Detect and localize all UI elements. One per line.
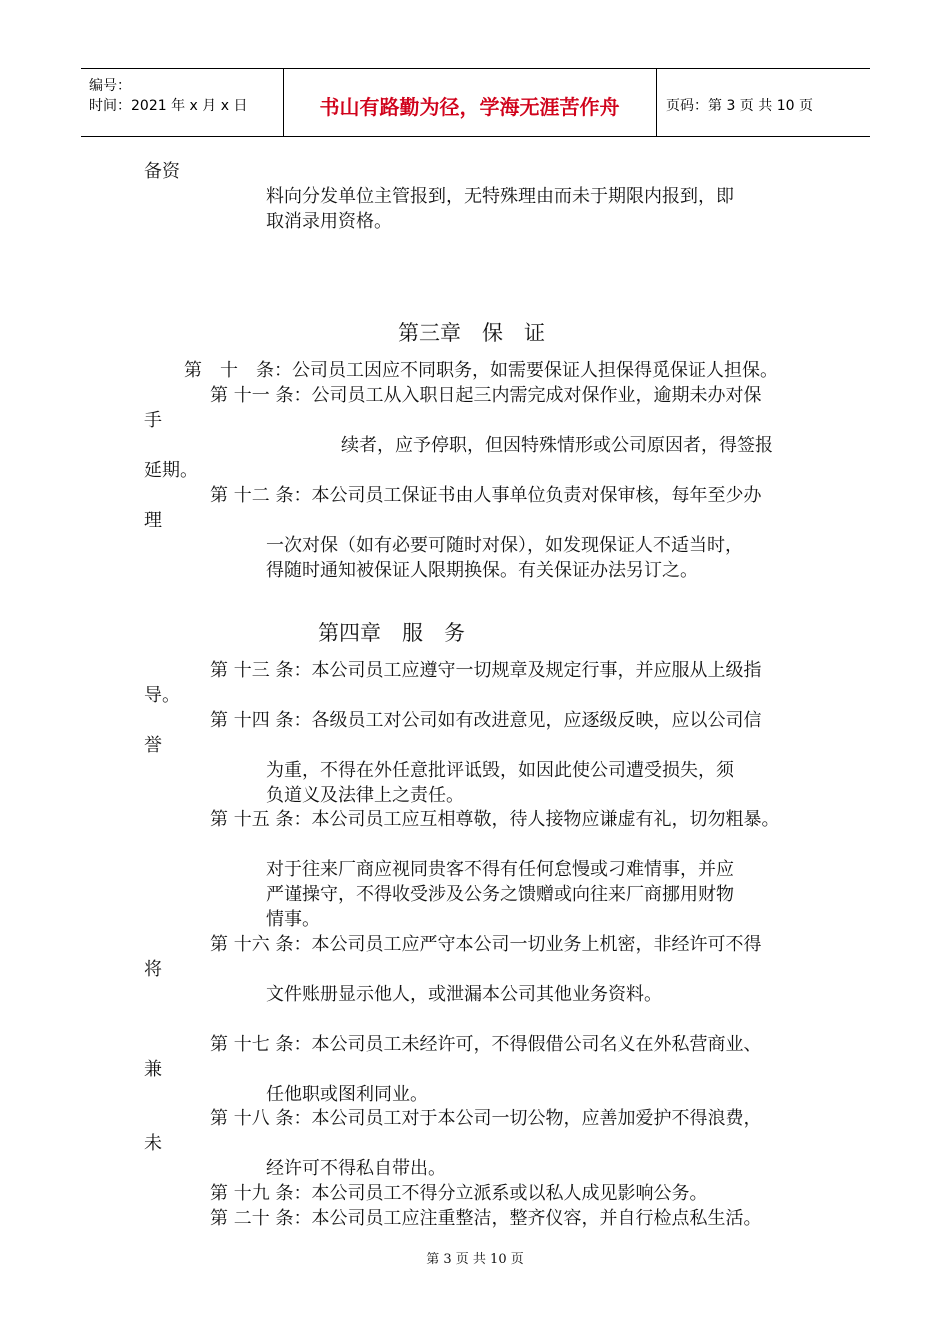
article-line: 第 十三 条：本公司员工应遵守一切规章及规定行事，并应服从上级指 — [210, 660, 762, 681]
article-line: 第 十六 条：本公司员工应严守本公司一切业务上机密，非经许可不得 — [210, 934, 762, 955]
body-line: 文件账册显示他人，或泄漏本公司其他业务资料。 — [266, 984, 662, 1005]
header-left-cell — [81, 69, 284, 136]
article-line: 第 十一 条：公司员工从入职日起三内需完成对保作业，逾期未办对保 — [210, 385, 762, 406]
body-line: 备资 — [144, 161, 180, 182]
body-line: 将 — [144, 959, 162, 980]
article-line: 第 十九 条：本公司员工不得分立派系或以私人成见影响公务。 — [210, 1183, 708, 1204]
article-line: 第 二十 条：本公司员工应注重整洁，整齐仪容，并自行检点私生活。 — [210, 1208, 762, 1229]
body-line: 兼 — [144, 1059, 162, 1080]
body-line: 手 — [144, 410, 162, 431]
article-line: 第 十 条：公司员工因应不同职务，如需要保证人担保得觅保证人担保。 — [184, 360, 778, 381]
article-line: 第 十二 条：本公司员工保证书由人事单位负责对保审核，每年至少办 — [210, 485, 762, 506]
article-line: 第 十五 条：本公司员工应互相尊敬，待人接物应谦虚有礼，切勿粗暴。 — [210, 809, 780, 830]
header-right-cell — [656, 69, 870, 136]
body-line: 料向分发单位主管报到，无特殊理由而未于期限内报到，即 — [266, 186, 734, 207]
body-line: 导。 — [144, 685, 180, 706]
body-line: 未 — [144, 1133, 162, 1154]
body-line: 严谨操守，不得收受涉及公务之馈赠或向往来厂商挪用财物 — [266, 884, 734, 905]
body-line: 经许可不得私自带出。 — [266, 1158, 446, 1179]
document-number-label: 编号： — [89, 78, 131, 94]
article-line: 第 十四 条：各级员工对公司如有改进意见，应逐级反映，应以公司信 — [210, 710, 762, 731]
body-line: 誉 — [144, 735, 162, 756]
body-line: 得随时通知被保证人限期换保。有关保证办法另订之。 — [266, 560, 698, 581]
chapter-heading: 第四章 服 务 — [318, 621, 465, 645]
body-line: 情事。 — [266, 909, 320, 930]
header-middle-cell — [283, 69, 657, 136]
header-page-info: 页码：第 3 页 共 10 页 — [666, 98, 813, 114]
article-line: 第 十七 条：本公司员工未经许可，不得假借公司名义在外私营商业、 — [210, 1034, 762, 1055]
document-date: 时间：2021 年 x 月 x 日 — [89, 98, 248, 114]
page-footer: 第 3 页 共 10 页 — [426, 1252, 524, 1267]
body-line: 延期。 — [144, 460, 198, 481]
body-line: 一次对保（如有必要可随时对保），如发现保证人不适当时， — [266, 535, 743, 556]
body-line: 理 — [144, 510, 162, 531]
chapter-heading: 第三章 保 证 — [398, 321, 545, 345]
header-slogan: 书山有路勤为径，学海无涯苦作舟 — [319, 95, 620, 119]
page-header — [81, 68, 870, 137]
body-line: 取消录用资格。 — [266, 211, 392, 232]
body-line: 对于往来厂商应视同贵客不得有任何怠慢或刁难情事，并应 — [266, 859, 734, 880]
body-line: 负道义及法律上之责任。 — [266, 785, 464, 806]
article-line: 第 十八 条：本公司员工对于本公司一切公物，应善加爱护不得浪费， — [210, 1108, 762, 1129]
body-line: 续者，应予停职，但因特殊情形或公司原因者，得签报 — [341, 435, 773, 456]
body-line: 为重，不得在外任意批评诋毁，如因此使公司遭受损失，须 — [266, 760, 734, 781]
body-line: 任他职或图利同业。 — [266, 1084, 428, 1105]
